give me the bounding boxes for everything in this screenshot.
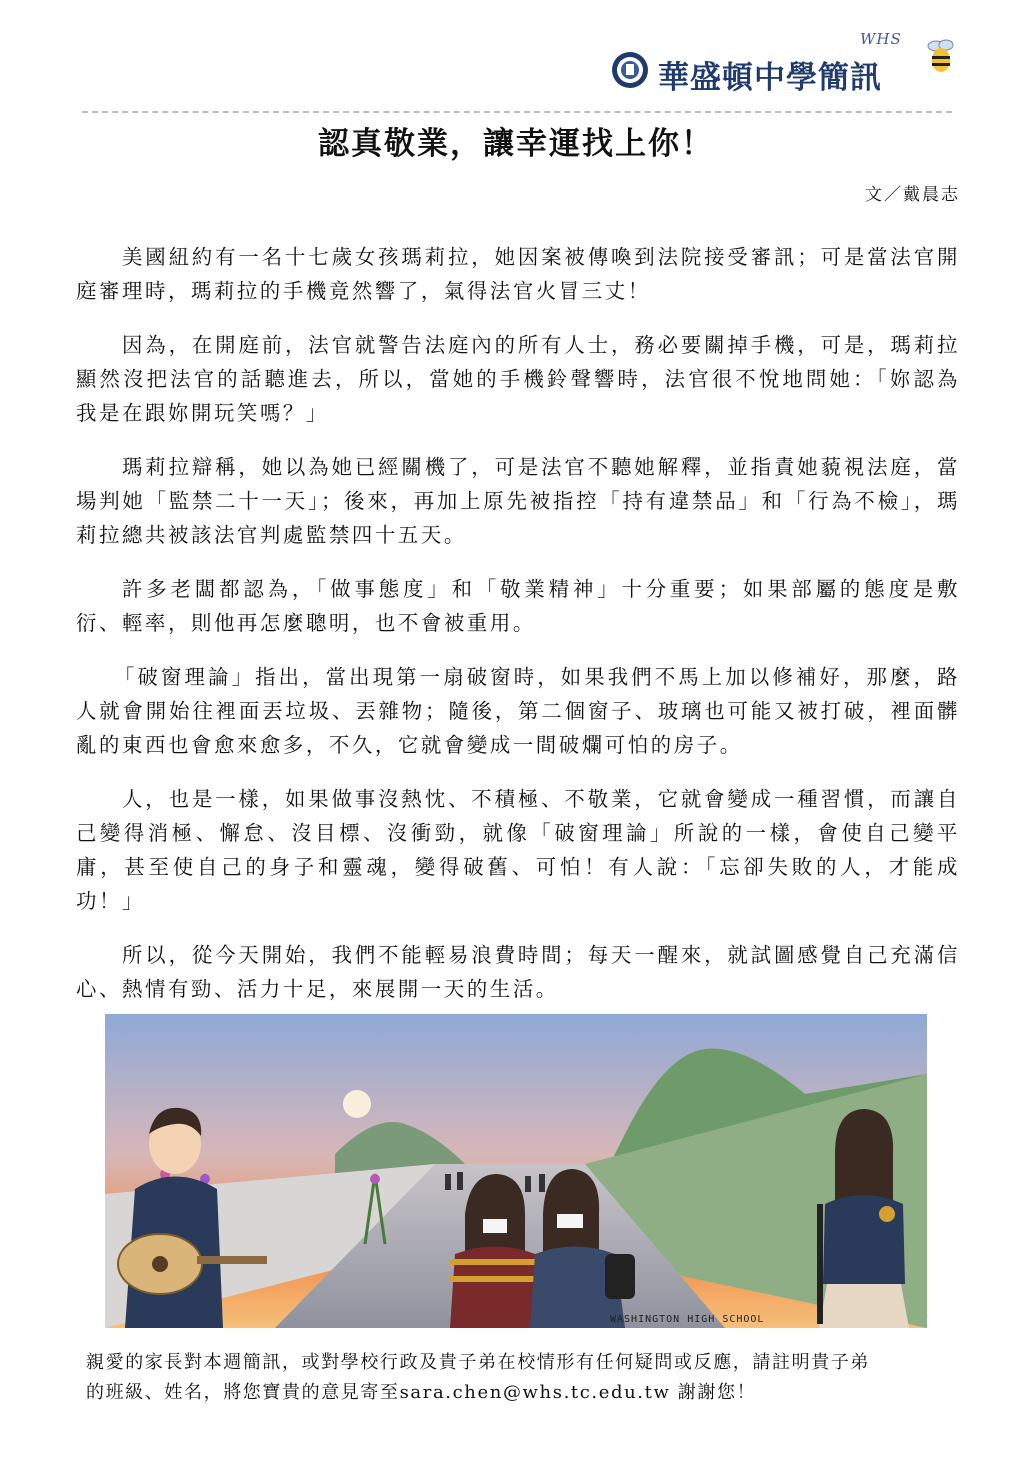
- article-title: 認真敬業，讓幸運找上你！: [318, 126, 714, 162]
- students-walking-illustration: [105, 1014, 927, 1328]
- paragraph: 瑪莉拉辯稱，她以為她已經關機了，可是法官不聽她解釋，並指責她藐視法庭，當場判她「監禁二十一天」；後來，再加上原先被指控「持有違禁品」和「行為不檢」，瑪莉拉總共被該法官判處監禁四十五天。: [76, 455, 960, 547]
- bee-icon: [926, 36, 956, 76]
- newsletter-brand: 華盛頓中學簡訊: [658, 60, 882, 96]
- illustration: [105, 1014, 927, 1328]
- article-body: [76, 240, 960, 1026]
- school-seal-icon: [610, 50, 650, 90]
- brand-tag: WHS: [860, 30, 902, 48]
- footer-line: 親愛的家長對本週簡訊，或對學校行政及貴子弟在校情形有任何疑問或反應，請註明貴子弟: [86, 1352, 870, 1373]
- paragraph: 「破窗理論」指出，當出現第一扇破窗時，如果我們不馬上加以修補好，那麼，路人就會開始往裡面丟垃圾、丟雜物；隨後，第二個窗子、玻璃也可能又被打破，裡面髒亂的東西也會愈來愈多，不久，它就會變成一間破爛可怕的房子。: [76, 665, 960, 757]
- footer-note: [86, 1348, 966, 1408]
- illustration-caption: WASHINGTON HIGH SCHOOL: [610, 1314, 765, 1325]
- paragraph: 許多老闆都認為，「做事態度」和「敬業精神」十分重要；如果部屬的態度是敷衍、輕率，則他再怎麼聰明，也不會被重用。: [76, 577, 960, 635]
- paragraph: 人，也是一樣，如果做事沒熱忱、不積極、不敬業，它就會變成一種習慣，而讓自己變得消極、懈怠、沒目標、沒衝勁，就像「破窗理論」所說的一樣，會使自己變平庸，甚至使自己的身子和靈魂，變得破舊、可怕！有人說：「忘卻失敗的人，才能成功！」: [76, 787, 960, 913]
- footer-line: 的班級、姓名，將您寶貴的意見寄至sara.chen@whs.tc.edu.tw 謝謝您！: [86, 1382, 757, 1403]
- paragraph: 所以，從今天開始，我們不能輕易浪費時間；每天一醒來，就試圖感覺自己充滿信心、熱情有勁、活力十足，來展開一天的生活。: [76, 943, 960, 1001]
- paragraph: 美國紐約有一名十七歲女孩瑪莉拉，她因案被傳喚到法院接受審訊；可是當法官開庭審理時，瑪莉拉的手機竟然響了，氣得法官火冒三丈！: [76, 245, 960, 303]
- newsletter-logo: [610, 30, 960, 110]
- header-divider: [82, 111, 952, 113]
- paragraph: 因為，在開庭前，法官就警告法庭內的所有人士，務必要關掉手機，可是，瑪莉拉顯然沒把法官的話聽進去，所以，當她的手機鈴聲響時，法官很不悅地問她：「妳認為我是在跟妳開玩笑嗎？」: [76, 333, 960, 425]
- article-author: 文／戴晨志: [865, 185, 960, 205]
